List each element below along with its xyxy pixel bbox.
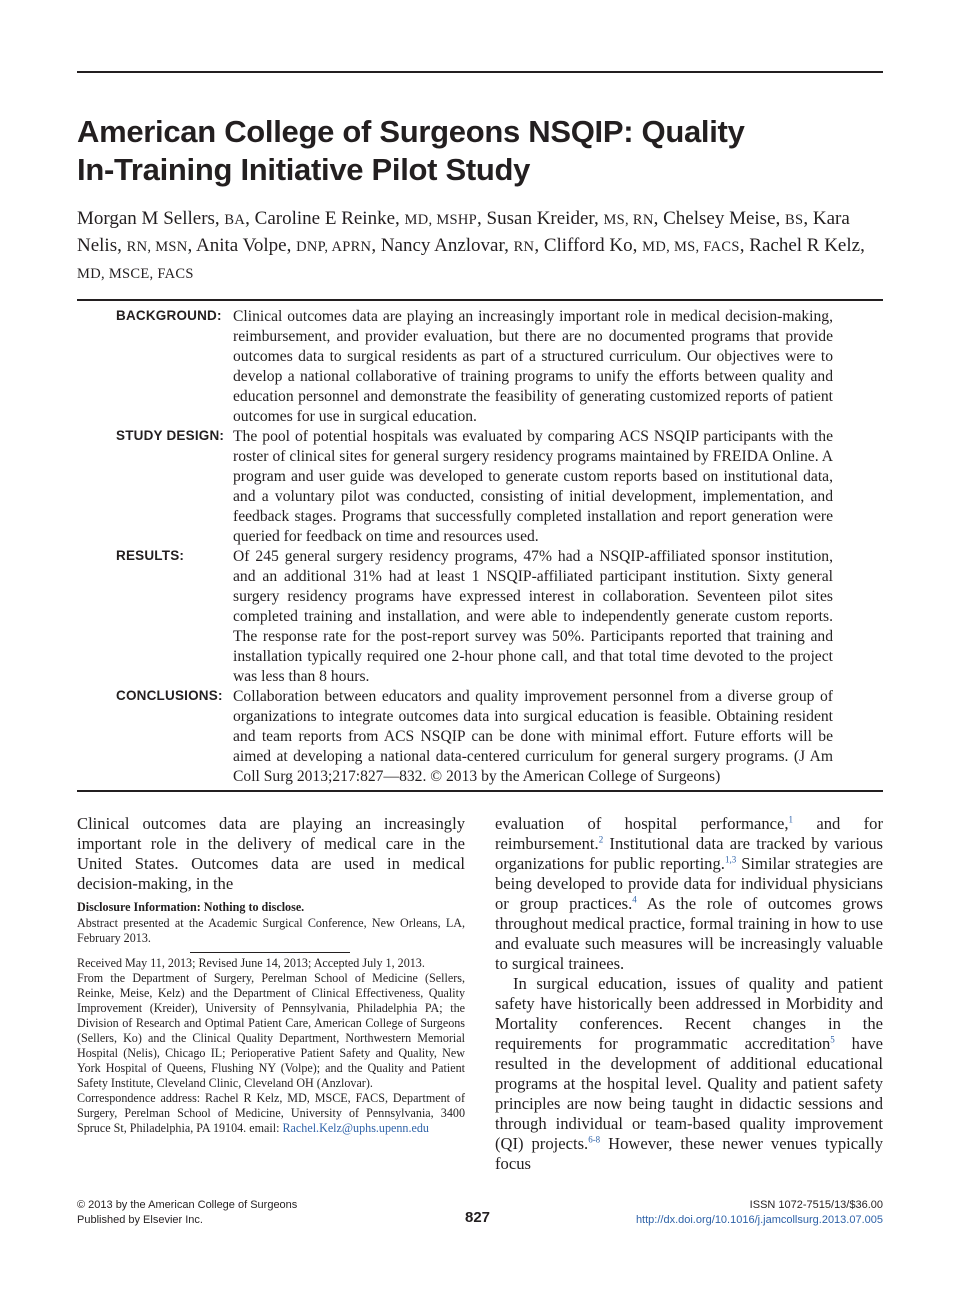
abstract-top-rule	[77, 299, 883, 301]
presentation-note: Abstract presented at the Academic Surgical Conference, New Orleans, LA, February 2013.	[77, 916, 465, 945]
reference-link[interactable]: 5	[830, 1034, 835, 1045]
footer-right	[636, 1198, 883, 1228]
text-run: evaluation of hospital performance,	[495, 814, 789, 833]
abstract	[77, 307, 883, 787]
text-run: have resulted in the development of additional educational programs at the hospital level. Quality and patient safety principles are now being taught in didactic sessions and through individual or team-based quality improvement (QI) projects.	[495, 1034, 883, 1153]
page-footer	[77, 1198, 883, 1234]
abstract-label-background: BACKGROUND:	[116, 308, 222, 323]
text-run: and for reimbursement.	[495, 814, 883, 853]
correspondence	[77, 1091, 465, 1136]
author: Chelsey Meise, BS	[663, 208, 804, 229]
author-degrees: MD, MSHP	[404, 212, 478, 228]
author-name: Morgan M Sellers	[77, 208, 215, 229]
author-degrees: BA	[224, 212, 246, 228]
author-name: Clifford Ko	[543, 235, 633, 256]
received-dates: Received May 11, 2013; Revised June 14, 2013; Accepted July 1, 2013.	[77, 956, 425, 970]
footnote-divider	[190, 952, 350, 953]
author-name: Kara Nelis	[77, 208, 850, 256]
author: Rachel R Kelz, MD, MSCE, FACS	[77, 235, 865, 282]
author-degrees: MD, MSCE, FACS	[77, 266, 194, 282]
text-run: As the role of outcomes grows throughout medical practice, formal training in how to use and evaluate such measures will be increasingly valuable to surgical trainees.	[495, 894, 883, 973]
abstract-text-background: Clinical outcomes data are playing an increasingly important role in medical decision-making, reimbursement, and provider evaluation, but there are no documented programs that provide outcomes data to surgical residents as part of a structured curriculum. Our objectives were to develop a national collaborative of training programs to unify the efforts between quality and education personnel and demonstrate the feasibility of generating customized reports of patient outcomes for use in surgical education.	[233, 308, 833, 425]
abstract-text-results: Of 245 general surgery residency programs, 47% had a NSQIP-affiliated sponsor institution, and an additional 31% had at least 1 NSQIP-affiliated participant institution. Sixty general surgery residency programs have expressed interest in collaboration. Seventeen pilot sites completed training and installation, and were able to independently generate custom reports. The response rate for the post-report survey was 50%. Participants reported that training and installation typically required one 2-hour phone call, and that total time devoted to the project was less than 8 hours.	[233, 548, 833, 685]
publisher: Published by Elsevier Inc.	[77, 1214, 203, 1226]
reference-link[interactable]: 4	[632, 894, 637, 905]
issn: ISSN 1072-7515/13/$36.00	[749, 1199, 883, 1211]
article-title	[77, 113, 883, 189]
author-degrees: RN, MSN	[126, 239, 188, 255]
author-name: Caroline E Reinke	[254, 208, 396, 229]
disclosure-note: Disclosure Information: Nothing to disclose.	[77, 900, 305, 914]
abstract-text-conclusions: Collaboration between educators and quality improvement personnel from a diverse group of organizations to integrate outcomes data into surgical education is feasible. Obtaining resident and team reports from ACS NSQIP can be done with minimal effort. Future efforts will be aimed at developing a national data-centered curriculum for general surgery programs. (J Am Coll Surg 2013;217:827—832. © 2013 by the American College of Surgeons)	[233, 688, 833, 785]
correspondence-text: Correspondence address: Rachel R Kelz, MD, MSCE, FACS, Department of Surgery, Perelman School of Medicine, University of Pennsylvania, 3400 Spruce St, Philadelphia, PA 19104. email:	[77, 1091, 465, 1135]
author-name: Rachel R Kelz	[749, 235, 861, 256]
footnotes	[77, 900, 465, 1136]
author-degrees: RN	[513, 239, 535, 255]
abstract-bottom-rule	[77, 790, 883, 792]
title-line-1: American College of Surgeons NSQIP: Quality	[77, 114, 745, 149]
author-name: Nancy Anzlovar	[380, 235, 505, 256]
page-number: 827	[465, 1209, 491, 1226]
author: Morgan M Sellers, BA	[77, 208, 246, 229]
abstract-label-study-design: STUDY DESIGN:	[116, 428, 225, 443]
abstract-label-results: RESULTS:	[116, 548, 185, 563]
author-degrees: MD, MS, FACS	[642, 239, 740, 255]
copyright: © 2013 by the American College of Surgeons	[77, 1199, 298, 1211]
text-run: Institutional data are tracked by various organizations for public reporting.	[495, 834, 883, 873]
abstract-background	[77, 307, 883, 427]
author: Clifford Ko, MD, MS, FACS	[543, 235, 740, 256]
author: Susan Kreider, MS, RN	[486, 208, 654, 229]
reference-link[interactable]: 2	[598, 834, 604, 845]
body-column-right	[495, 814, 883, 1174]
author-list: Morgan M Sellers, BA, Caroline E Reinke, MD, MSHP, Susan Kreider, MS, RN, Chelsey Meise, BS, Kara Nelis, RN, MSN, Anita Volpe, DNP, APRN, Nancy Anzlovar, RN, Clifford Ko, MD, MS, FACS, Rachel R Kelz, MD, MSCE, FACS	[77, 208, 865, 282]
header-rule	[77, 71, 883, 73]
text-run: Similar strategies are being developed to provide data for individual physicians or group practices.	[495, 854, 883, 913]
author-name: Susan Kreider	[486, 208, 594, 229]
body-paragraph-intro: Clinical outcomes data are playing an increasingly important role in the delivery of medical care in the United States. Outcomes data are used in medical decision-making, in the	[77, 814, 465, 893]
body-paragraph-2	[495, 974, 883, 1174]
author-degrees: BS	[785, 212, 804, 228]
abstract-results	[77, 547, 883, 687]
abstract-text-study-design: The pool of potential hospitals was evaluated by comparing ACS NSQIP participants with the roster of clinical sites for general surgery residency programs maintained by FREIDA Online. A program and user guide was developed to generate custom reports based on institutional data, and a voluntary pilot was conducted, consisting of initial development, implementation, and feedback stages. Programs that successfully completed installation and report generation were queried for feedback on time and resources used.	[233, 428, 833, 545]
body-paragraph-1	[495, 814, 883, 974]
author: Caroline E Reinke, MD, MSHP	[254, 208, 478, 229]
abstract-conclusions	[77, 687, 883, 787]
abstract-study-design	[77, 427, 883, 547]
reference-link[interactable]: 6-8	[588, 1134, 601, 1145]
abstract-label-conclusions: CONCLUSIONS:	[116, 688, 223, 703]
author-name: Chelsey Meise	[663, 208, 776, 229]
body-column-left	[77, 814, 465, 894]
doi-link[interactable]: http://dx.doi.org/10.1016/j.jamcollsurg.2013.07.005	[635, 1214, 883, 1226]
author: Kara Nelis, RN, MSN	[77, 208, 850, 256]
author-degrees: MS, RN	[603, 212, 654, 228]
text-run: However, these newer venues typically focus	[495, 1134, 883, 1173]
reference-link[interactable]: 1,3	[724, 854, 737, 865]
reference-link[interactable]: 1	[788, 814, 793, 825]
email-link[interactable]: Rachel.Kelz@uphs.upenn.edu	[282, 1121, 429, 1135]
title-line-2: In-Training Initiative Pilot Study	[77, 152, 531, 187]
author-name: Anita Volpe	[195, 235, 287, 256]
author-degrees: DNP, APRN	[296, 239, 372, 255]
footer-left	[77, 1198, 297, 1228]
author: Nancy Anzlovar, RN	[380, 235, 535, 256]
affiliations: From the Department of Surgery, Perelman School of Medicine (Sellers, Reinke, Meise, Kelz) and the Department of Clinical Effectiveness, Quality Improvement (Kreider), University of Pennsylvania, Philadelphia PA; the Division of Research and Optimal Patient Care, American College of Surgeons (Sellers, Ko) and the Clinical Quality Department, Northwestern Memorial Hospital (Nelis), Chicago IL; Perioperative Patient Safety and Quality, New York Hospital of Queens, Flushing NY (Volpe); and the Quality and Patient Safety Institute, Cleveland Clinic, Cleveland OH (Anzlovar).	[77, 971, 465, 1090]
author: Anita Volpe, DNP, APRN	[195, 235, 372, 256]
text-run: In surgical education, issues of quality and patient safety have historically been addressed in Morbidity and Mortality conferences. Recent changes in the requirements for programmatic accreditation	[495, 974, 883, 1053]
